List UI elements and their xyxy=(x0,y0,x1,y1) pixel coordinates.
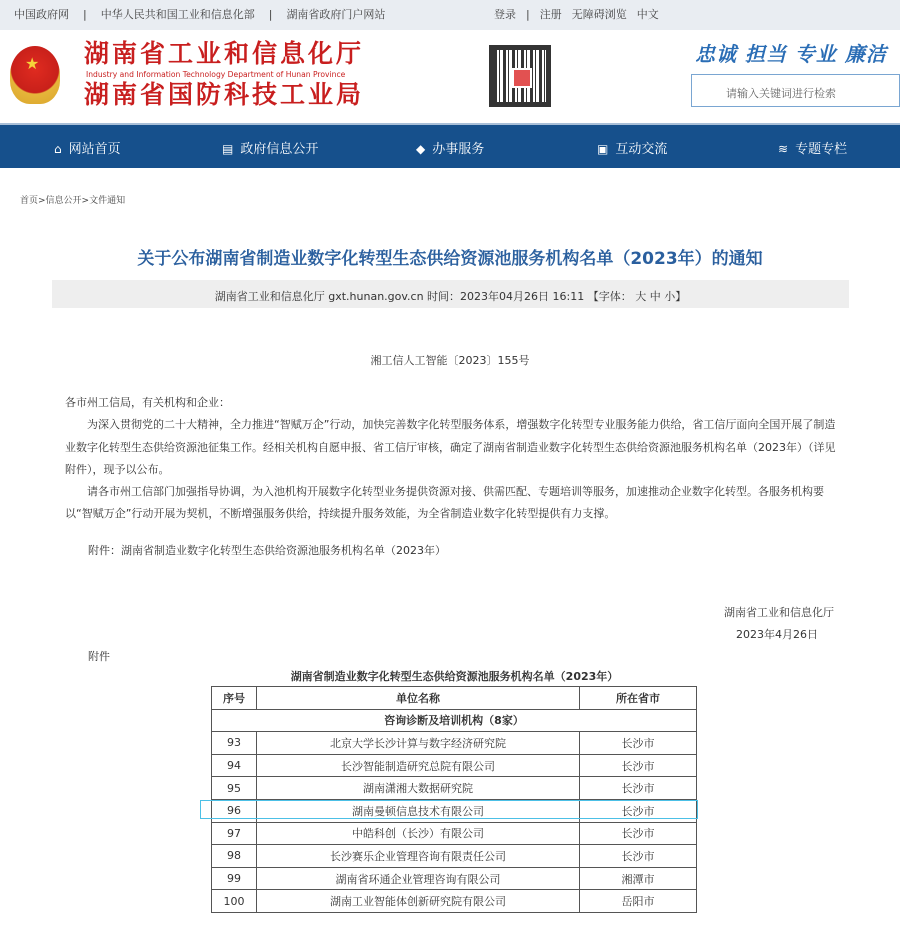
logo-english: Industry and Information Technology Department of Hunan Province xyxy=(86,70,346,79)
top-links-left xyxy=(14,8,385,22)
nav-label: 互动交流 xyxy=(615,142,668,157)
divider: | xyxy=(83,8,87,21)
org-name: 长沙智能制造研究总院有限公司 xyxy=(257,754,580,777)
register-link[interactable]: 注册 xyxy=(539,8,562,21)
login-link[interactable]: 登录 xyxy=(494,8,516,21)
document-icon: ▤ xyxy=(222,142,234,156)
org-name: 北京大学长沙计算与数字经济研究院 xyxy=(257,732,580,755)
table-row xyxy=(212,732,697,755)
table-row xyxy=(212,890,697,913)
top-bar xyxy=(0,0,900,30)
col-header: 单位名称 xyxy=(257,687,580,710)
link-hunan-gov[interactable]: 湖南省政府门户网站 xyxy=(286,8,386,21)
salutation: 各市州工信局，有关机构和企业： xyxy=(65,396,230,409)
article-meta: 湖南省工业和信息化厅 gxt.hunan.gov.cn 时间：2023年04月26日 16:11 【字体： 大 中 小】 xyxy=(52,280,849,308)
attachment-label: 附件 xyxy=(88,650,110,664)
service-icon: ◆ xyxy=(416,142,426,156)
signature-date: 2023年4月26日 xyxy=(736,628,818,642)
city: 湘潭市 xyxy=(580,867,697,890)
nav-label: 专题专栏 xyxy=(795,142,848,157)
nav-label: 网站首页 xyxy=(68,142,121,157)
institution-table xyxy=(211,686,697,913)
layers-icon: ≋ xyxy=(778,142,789,156)
col-header: 序号 xyxy=(212,687,257,710)
chinese-link[interactable]: 中文 xyxy=(636,8,659,21)
article-body xyxy=(65,392,840,668)
table-section: 咨询诊断及培训机构（8家） xyxy=(212,709,697,732)
row-index: 99 xyxy=(212,867,257,890)
org-name: 湖南省环通企业管理咨询有限公司 xyxy=(257,867,580,890)
divider: | xyxy=(526,8,530,21)
accessibility-link[interactable]: 无障碍浏览 xyxy=(571,8,627,21)
main-nav xyxy=(0,123,900,168)
row-index: 93 xyxy=(212,732,257,755)
table-row xyxy=(212,754,697,777)
national-emblem-icon xyxy=(10,46,60,104)
org-name: 长沙赛乐企业管理咨询有限责任公司 xyxy=(257,845,580,868)
attachment-link[interactable]: 附件：湖南省制造业数字化转型生态供给资源池服务机构名单（2023年） xyxy=(88,543,446,557)
city: 长沙市 xyxy=(580,754,697,777)
col-header: 所在省市 xyxy=(580,687,697,710)
nav-label: 办事服务 xyxy=(432,142,485,157)
link-china-gov[interactable]: 中国政府网 xyxy=(14,8,69,21)
row-index: 98 xyxy=(212,845,257,868)
paragraph: 请各市州工信部门加强指导协调，为入池机构开展数字化转型业务提供资源对接、供需匹配、专题培训等服务，加速推动企业数字化转型。各服务机构要以“智赋万企”行动开展为契机，不断增强服务供给，持续提升服务效能，为全省制造业数字化转型提供有力支撑。 xyxy=(65,485,824,521)
nav-label: 政府信息公开 xyxy=(240,142,319,157)
row-index: 94 xyxy=(212,754,257,777)
org-name: 湖南曼顿信息技术有限公司 xyxy=(257,799,580,822)
table-row xyxy=(212,867,697,890)
org-name: 中皓科创（长沙）有限公司 xyxy=(257,822,580,845)
nav-interaction[interactable] xyxy=(597,138,667,157)
qr-code-icon xyxy=(489,45,551,107)
table-row xyxy=(212,777,697,800)
nav-gov-info[interactable] xyxy=(222,138,318,157)
home-icon: ⌂ xyxy=(54,142,62,156)
signature-org: 湖南省工业和信息化厅 xyxy=(724,606,834,620)
nav-topics[interactable] xyxy=(778,138,847,157)
row-index: 97 xyxy=(212,822,257,845)
city: 岳阳市 xyxy=(580,890,697,913)
row-index: 100 xyxy=(212,890,257,913)
nav-services[interactable] xyxy=(416,138,484,157)
city: 长沙市 xyxy=(580,822,697,845)
city: 长沙市 xyxy=(580,799,697,822)
search-input[interactable]: 请输入关键词进行检索 xyxy=(691,74,900,107)
slogan: 忠诚 担当 专业 廉洁 xyxy=(695,42,887,66)
table-row xyxy=(212,799,697,822)
city: 长沙市 xyxy=(580,845,697,868)
divider: | xyxy=(268,8,273,21)
document-number: 湘工信人工智能〔2023〕155号 xyxy=(370,354,530,367)
row-index: 96 xyxy=(212,799,257,822)
breadcrumb[interactable]: 首页>信息公开>文件通知 xyxy=(20,196,126,206)
page-title: 关于公布湖南省制造业数字化转型生态供给资源池服务机构名单（2023年）的通知 xyxy=(137,249,763,269)
org-name: 湖南潇湘大数据研究院 xyxy=(257,777,580,800)
table-title: 湖南省制造业数字化转型生态供给资源池服务机构名单（2023年） xyxy=(290,670,619,683)
logo-title-1[interactable]: 湖南省工业和信息化厅 xyxy=(84,39,365,68)
org-name: 湖南工业智能体创新研究院有限公司 xyxy=(257,890,580,913)
top-links-right xyxy=(494,8,659,22)
link-miit[interactable]: 中华人民共和国工业和信息化部 xyxy=(100,8,255,21)
table-row xyxy=(212,822,697,845)
city: 长沙市 xyxy=(580,777,697,800)
paragraph: 为深入贯彻党的二十大精神，全力推进“智赋万企”行动，加快完善数字化转型服务体系，增强数字化转型专业服务能力供给，省工信厅面向全国开展了制造业数字化转型生态供给资源池征集工作。经相关机构自愿申报、省工信厅审核，确定了湖南省制造业数字化转型生态供给资源池服务机构名单（2023年）（详见附件），现予以公布。 xyxy=(65,418,836,476)
city: 长沙市 xyxy=(580,732,697,755)
row-index: 95 xyxy=(212,777,257,800)
logo-title-2[interactable]: 湖南省国防科技工业局 xyxy=(84,80,365,109)
table-row xyxy=(212,845,697,868)
nav-home[interactable] xyxy=(54,138,121,157)
chat-icon: ▣ xyxy=(597,142,609,156)
